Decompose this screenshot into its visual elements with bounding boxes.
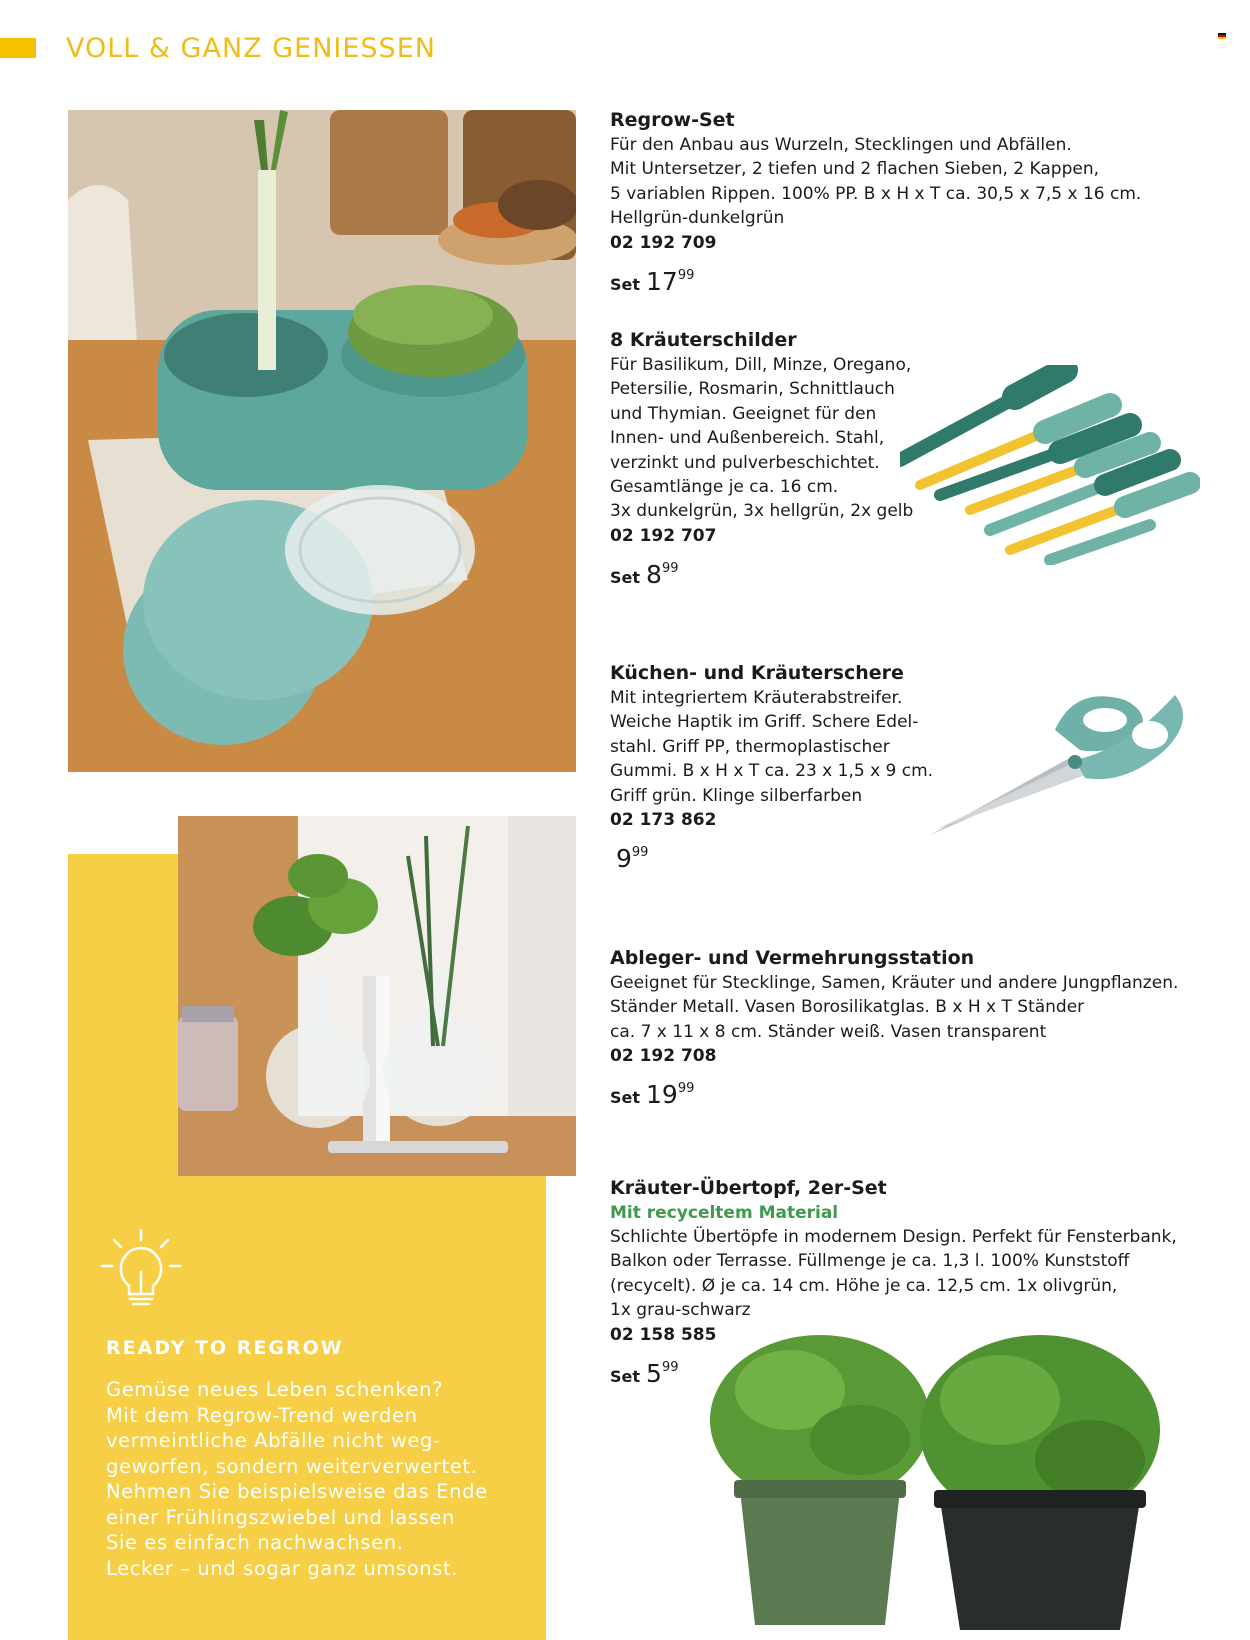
product-price: [610, 838, 1230, 877]
product-name: Ableger- und Vermehrungsstation: [610, 947, 975, 969]
product-description-line: 1x grau-schwarz: [610, 1300, 751, 1321]
product-description-line: Für Basilikum, Dill, Minze, Oregano,: [610, 355, 912, 375]
price-cents: 99: [661, 560, 679, 576]
product-description-line: Mit Untersetzer, 2 tiefen und 2 flachen Sieben, 2 Kappen,: [610, 159, 1099, 180]
product-description-line: Petersilie, Rosmarin, Schnittlauch: [610, 379, 895, 400]
product-description-line: Hellgrün-dunkelgrün: [610, 208, 785, 229]
product-propagation-station: [610, 945, 1230, 1113]
price-unit: Set: [610, 274, 641, 294]
product-name: 8 Kräuterschilder: [610, 329, 797, 351]
tip-line: Sie es einfach nachwachsen.: [106, 1531, 404, 1554]
product-description-line: stahl. Griff PP, thermoplastischer: [610, 736, 890, 757]
product-price: [610, 1074, 1230, 1113]
product-code: 02 192 708: [610, 1046, 717, 1067]
price-integer: 17: [646, 266, 678, 296]
price-cents: 99: [677, 267, 695, 283]
product-description-line: verzinkt und pulverbeschichtet.: [610, 452, 880, 473]
propagation-station-photo: [178, 816, 576, 1176]
price-unit: Set: [610, 1088, 641, 1108]
product-description-line: Für den Anbau aus Wurzeln, Stecklingen und Abfällen.: [610, 135, 1072, 155]
product-description-line: ca. 7 x 11 x 8 cm. Ständer weiß. Vasen transparent: [610, 1021, 1047, 1042]
price-cents: 99: [631, 845, 649, 861]
tip-text: [106, 1377, 536, 1581]
product-description-line: (recycelt). Ø je ca. 14 cm. Höhe je ca. 12,5 cm. 1x olivgrün,: [610, 1275, 1118, 1296]
tip-line: Lecker – und sogar ganz umsonst.: [106, 1556, 459, 1580]
page-title: VOLL & GANZ GENIESSEN: [66, 33, 436, 64]
tip-line: einer Frühlingszwiebel und lassen: [106, 1505, 455, 1529]
tip-line: Mit dem Regrow-Trend werden: [106, 1403, 418, 1427]
product-description-line: 5 variablen Rippen. 100% PP. B x H x T ca. 30,5 x 7,5 x 16 cm.: [610, 183, 1142, 204]
scissors-image: [925, 680, 1195, 840]
product-description-line: Schlichte Übertöpfe in modernem Design. Perfekt für Fensterbank,: [610, 1227, 1177, 1247]
product-description-line: Ständer Metall. Vasen Borosilikatglas. B x H x T Ständer: [610, 997, 1085, 1018]
price-integer: 8: [646, 559, 662, 589]
price-integer: 5: [646, 1358, 662, 1388]
tip-line: vermeintliche Abfälle nicht weg-: [106, 1429, 441, 1452]
price-cents: 99: [661, 1359, 679, 1375]
product-code: 02 192 707: [610, 525, 717, 546]
product-description-line: Innen- und Außenbereich. Stahl,: [610, 428, 885, 449]
product-description-line: Geeignet für Stecklinge, Samen, Kräuter und andere Jungpflanzen.: [610, 973, 1179, 993]
herb-signs-image: [900, 365, 1200, 565]
product-description-line: und Thymian. Geeignet für den: [610, 403, 877, 424]
planters-image: [700, 1330, 1200, 1630]
lightbulb-icon: [100, 1228, 182, 1310]
product-description-line: Gesamtlänge je ca. 16 cm.: [610, 477, 839, 498]
product-description-line: 3x dunkelgrün, 3x hellgrün, 2x gelb: [610, 501, 914, 522]
tip-line: Nehmen Sie beispielsweise das Ende: [106, 1480, 488, 1503]
tip-title: READY TO REGROW: [106, 1337, 344, 1359]
product-description-line: Gummi. B x H x T ca. 23 x 1,5 x 9 cm.: [610, 761, 934, 782]
product-name: Kräuter-Übertopf, 2er-Set: [610, 1177, 887, 1199]
price-cents: 99: [677, 1081, 695, 1097]
product-description-line: Balkon oder Terrasse. Füllmenge je ca. 1,3 l. 100% Kunststoff: [610, 1251, 1130, 1272]
recycled-material-label: Mit recyceltem Material: [610, 1203, 839, 1223]
tip-line: geworfen, sondern weiterverwertet.: [106, 1454, 478, 1478]
product-description-line: Mit integriertem Kräuterabstreifer.: [610, 688, 903, 708]
regrow-set-photo: [68, 110, 576, 772]
product-code: 02 158 585: [610, 1324, 717, 1345]
price-integer: 9: [616, 844, 632, 874]
product-name: Regrow-Set: [610, 109, 735, 131]
tip-line: Gemüse neues Leben schenken?: [106, 1378, 444, 1401]
price-unit: Set: [610, 567, 641, 587]
product-regrow-set: [610, 107, 1230, 300]
price-unit: Set: [610, 1366, 641, 1386]
product-code: 02 173 862: [610, 810, 717, 831]
product-name: Küchen- und Kräuterschere: [610, 662, 904, 684]
product-price: [610, 261, 1230, 300]
header-accent-bar: [0, 38, 36, 58]
product-description-line: Griff grün. Klinge silberfarben: [610, 785, 863, 806]
price-integer: 19: [646, 1080, 678, 1110]
product-description-line: Weiche Haptik im Griff. Schere Edel-: [610, 712, 919, 733]
german-flag-icon: [1218, 33, 1226, 39]
product-code: 02 192 709: [610, 232, 717, 253]
